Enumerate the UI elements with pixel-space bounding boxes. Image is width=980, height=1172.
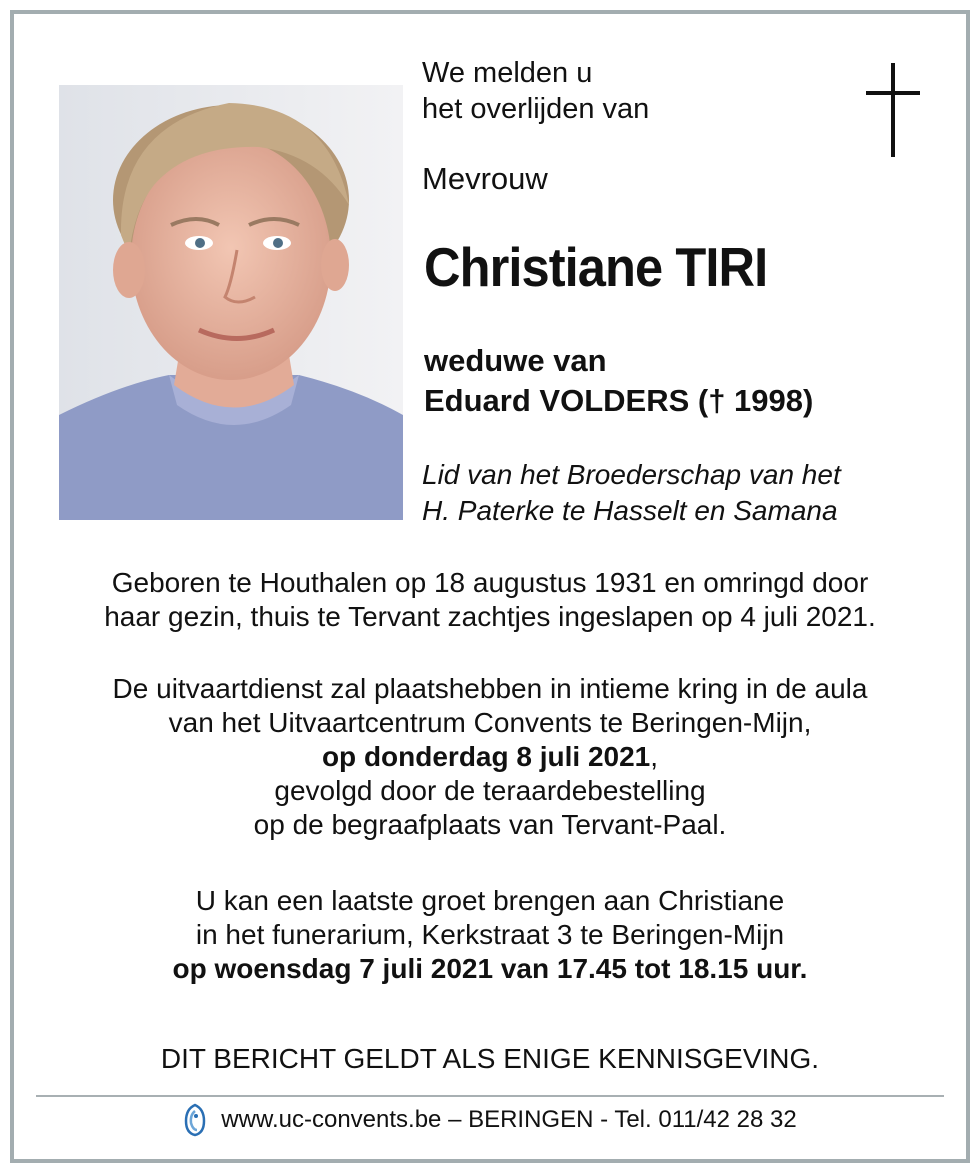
portrait-photo <box>59 85 403 520</box>
service-line-3 <box>30 740 950 774</box>
spouse-line-1: weduwe van <box>424 343 607 378</box>
footer-divider <box>36 1095 944 1097</box>
intro-line-2: het overlijden van <box>422 93 650 125</box>
service-line-4: gevolgd door de teraardebestelling <box>274 775 706 806</box>
visitation-paragraph <box>30 884 950 986</box>
membership-line-2: H. Paterke te Hasselt en Samana <box>422 495 838 526</box>
service-date-suffix: , <box>650 741 659 772</box>
service-paragraph <box>30 672 950 842</box>
service-line-2: van het Uitvaartcentrum Convents te Beringen-Mijn, <box>168 707 812 738</box>
notice-text: DIT BERICHT GELDT ALS ENIGE KENNISGEVING. <box>160 1043 820 1074</box>
cross-icon <box>866 63 920 157</box>
intro-line-1: We melden u <box>422 57 593 89</box>
service-line-5: op de begraafplaats van Tervant-Paal. <box>253 809 727 840</box>
funeral-home-logo <box>183 1103 207 1137</box>
birth-death-paragraph <box>30 566 950 634</box>
visitation-line-2: in het funerarium, Kerkstraat 3 te Beringen-Mijn <box>195 919 785 950</box>
intro-text <box>422 55 649 127</box>
membership-info <box>422 457 841 529</box>
membership-line-1: Lid van het Broederschap van het <box>422 459 841 490</box>
visitation-line-1: U kan een laatste groet brengen aan Christiane <box>195 885 785 916</box>
service-date: op donderdag 8 juli 2021 <box>321 741 651 772</box>
deceased-name: Christiane TIRI <box>424 236 768 298</box>
birth-death-line-2: haar gezin, thuis te Tervant zachtjes ingeslapen op 4 juli 2021. <box>104 601 876 632</box>
birth-death-line-1: Geboren te Houthalen op 18 augustus 1931 en omringd door <box>111 567 869 598</box>
spouse-line-2: Eduard VOLDERS († 1998) <box>424 383 814 418</box>
title-prefix: Mevrouw <box>422 161 548 196</box>
footer-contact: www.uc-convents.be – BERINGEN - Tel. 011/42 28 32 <box>221 1106 797 1133</box>
visitation-time: op woensdag 7 juli 2021 van 17.45 tot 18.15 uur. <box>172 953 808 984</box>
spouse-info <box>424 341 813 421</box>
footer <box>0 1100 980 1140</box>
service-line-1: De uitvaartdienst zal plaatshebben in intieme kring in de aula <box>112 673 868 704</box>
